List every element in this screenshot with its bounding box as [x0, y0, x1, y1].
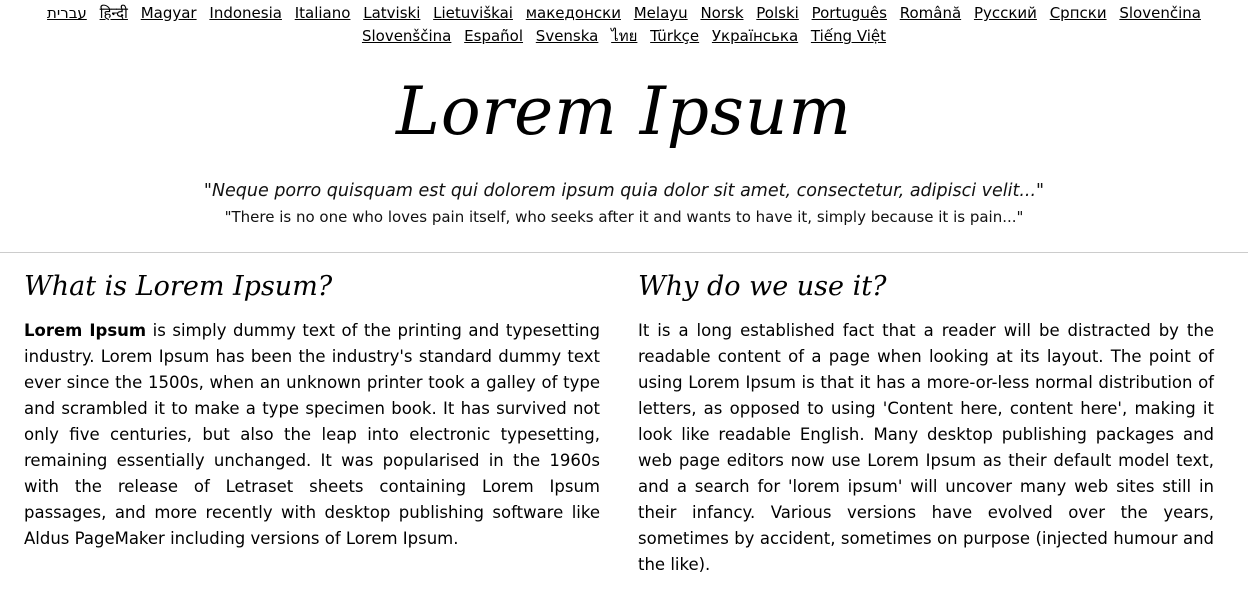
language-link-romana[interactable]: Română [899, 4, 962, 22]
language-link-espanol[interactable]: Español [464, 27, 524, 45]
language-link-indonesia[interactable]: Indonesia [209, 4, 282, 22]
language-link-italiano[interactable]: Italiano [294, 4, 351, 22]
language-link-lietuviskai[interactable]: Lietuviškai [433, 4, 513, 22]
language-link-turkce[interactable]: Türkçe [650, 27, 700, 45]
section-paragraph [24, 318, 600, 552]
language-link-he[interactable]: עברית [47, 4, 87, 22]
language-link-latviski[interactable]: Latviski [363, 4, 421, 22]
language-link-melayu[interactable]: Melayu [633, 4, 688, 22]
section-heading: Why do we use it? [638, 271, 887, 303]
column-why-do-we-use-it [638, 271, 1214, 577]
language-link-srpski[interactable]: Српски [1049, 4, 1107, 22]
language-link-thai[interactable]: ไทย [611, 27, 638, 45]
language-link-svenska[interactable]: Svenska [535, 27, 599, 45]
section-body: It is a long established fact that a reader will be distracted by the readable content of a page when looking at its layout. The point of using Lorem Ipsum is that it has a more-or-less normal distribution of letters, as opposed to using 'Content here, content here', making it look like readable English. Many desktop publishing packages and web page editors now use Lorem Ipsum as their default model text, and a search for 'lorem ipsum' will uncover many web sites still in their infancy. Various versions have evolved over the years, sometimes by accident, sometimes on purpose (injected humour and the like). [638, 320, 1214, 574]
language-link-slovenscina[interactable]: Slovenščina [361, 27, 452, 45]
language-link-magyar[interactable]: Magyar [140, 4, 197, 22]
section-body: is simply dummy text of the printing and typesetting industry. Lorem Ipsum has been the industry's standard dummy text ever since the 1500s, when an unknown printer took a galley of type and scrambled it to make a type specimen book. It has survived not only five centuries, but also the leap into electronic typesetting, remaining essentially unchanged. It was popularised in the 1960s with the release of Letraset sheets containing Lorem Ipsum passages, and more recently with desktop publishing software like Aldus PageMaker including versions of Lorem Ipsum. [24, 320, 600, 548]
language-link-portugues[interactable]: Português [811, 4, 887, 22]
language-link-tiengviet[interactable]: Tiếng Việt [810, 27, 887, 45]
content-columns [0, 253, 1248, 577]
language-link-norsk[interactable]: Norsk [700, 4, 744, 22]
page-title: Lorem Ipsum [395, 73, 853, 150]
quote-english: "There is no one who loves pain itself, who seeks after it and wants to have it, simply because it is pain..." [224, 207, 1024, 226]
language-link-makedonski[interactable]: македонски [525, 4, 621, 22]
section-paragraph [638, 318, 1214, 578]
language-bar [0, 0, 1248, 48]
column-what-is-lorem-ipsum [24, 271, 600, 577]
quote-block [0, 179, 1248, 229]
language-link-hi[interactable]: हिन्दी [99, 4, 128, 22]
language-link-russkiy[interactable]: Русский [973, 4, 1037, 22]
language-link-ukrainska[interactable]: Українська [711, 27, 799, 45]
section-lead: Lorem Ipsum [24, 320, 147, 340]
language-link-slovencina[interactable]: Slovenčina [1119, 4, 1201, 22]
section-heading: What is Lorem Ipsum? [24, 271, 333, 303]
language-link-polski[interactable]: Polski [756, 4, 799, 22]
quote-latin: "Neque porro quisquam est qui dolorem ipsum quia dolor sit amet, consectetur, adipisci velit..." [203, 180, 1045, 201]
